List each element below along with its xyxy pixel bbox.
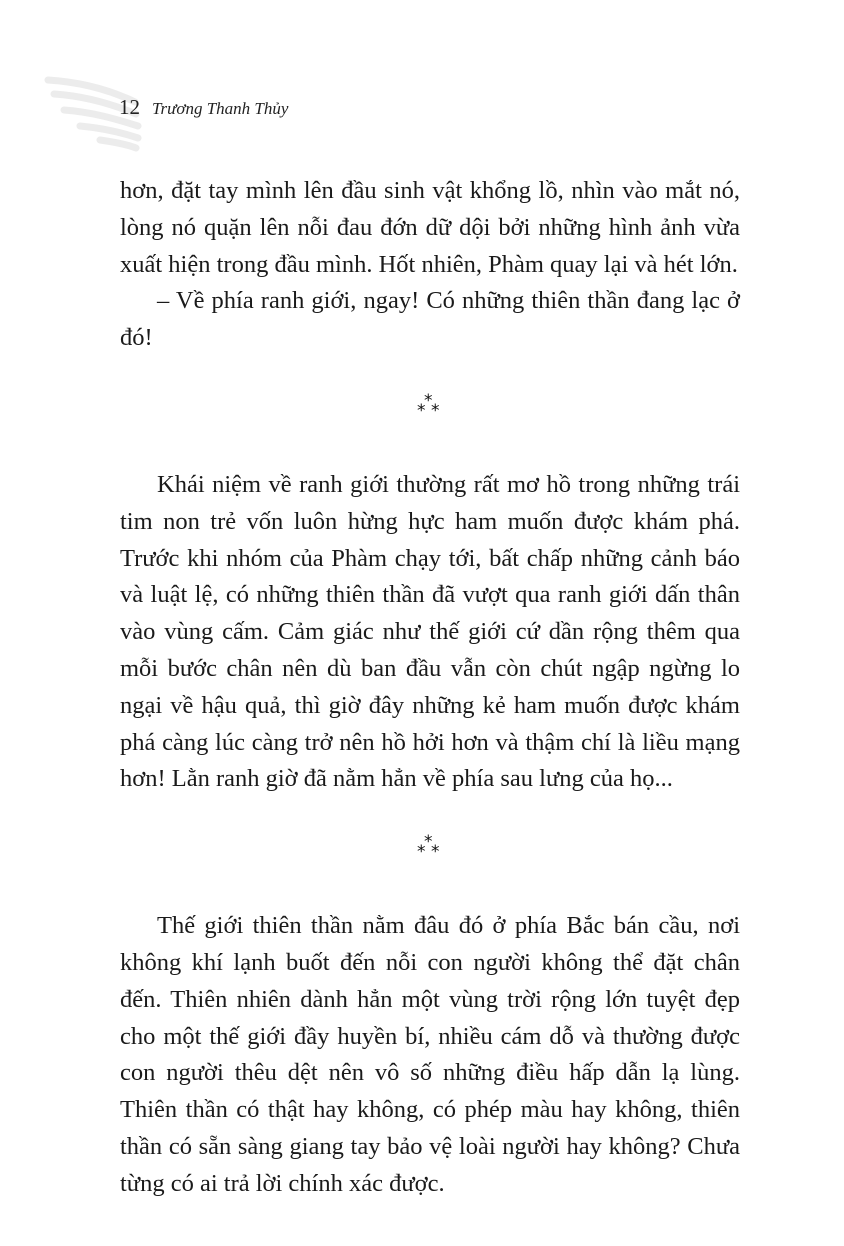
section-separator [120,834,740,870]
page-number: 12 [119,95,140,119]
asterism-icon: * * * [417,832,440,863]
section-separator [120,390,740,429]
paragraph-dialogue: – Về phía ranh giới, ngay! Có những thiên thần đang lạc ở đó! [120,287,740,352]
paragraph: Thế giới thiên thần nằm đâu đó ở phía Bắc bán cầu, nơi không khí lạnh buốt đến nỗi con người không thể đặt chân đến. Thiên nhiên dành hẳn một vùng trời rộng lớn tuyệt đẹp cho một thế giới đầy huyền bí, nhiều cám dỗ và thường được con người thêu dệt nên vô số những điều hấp dẫn lạ lùng. Thiên thần có thật hay không, có phép màu hay không, thiên thần có sẵn sàng giang tay bảo vệ loài người hay không? Chưa từng có ai trả lời chính xác được. [120,912,740,1197]
running-header [119,95,288,120]
asterism-icon: * * * [417,390,440,421]
body-text [120,173,740,1203]
paragraph: Khái niệm về ranh giới thường rất mơ hồ trong những trái tim non trẻ vốn luôn hừng hực ham muốn được khám phá. Trước khi nhóm của Phàm chạy tới, bất chấp những cảnh báo và luật lệ, có những thiên thần đã vượt qua ranh giới dấn thân vào vùng cấm. Cảm giác như thế giới cứ dần rộng thêm qua mỗi bước chân nên dù ban đầu vẫn còn chút ngập ngừng lo ngại về hậu quả, thì giờ đây những kẻ ham muốn được khám phá càng lúc càng trở nên hồ hởi hơn và thậm chí là liều mạng hơn! Lằn ranh giờ đã nằm hẳn về phía sau lưng của họ... [120,470,740,793]
author-name: Trương Thanh Thủy [152,99,289,118]
paragraph: hơn, đặt tay mình lên đầu sinh vật khổng lồ, nhìn vào mắt nó, lòng nó quặn lên nỗi đau đớn dữ dội bởi những hình ảnh vừa xuất hiện trong đầu mình. Hốt nhiên, Phàm quay lại và hét lớn. [120,177,740,278]
